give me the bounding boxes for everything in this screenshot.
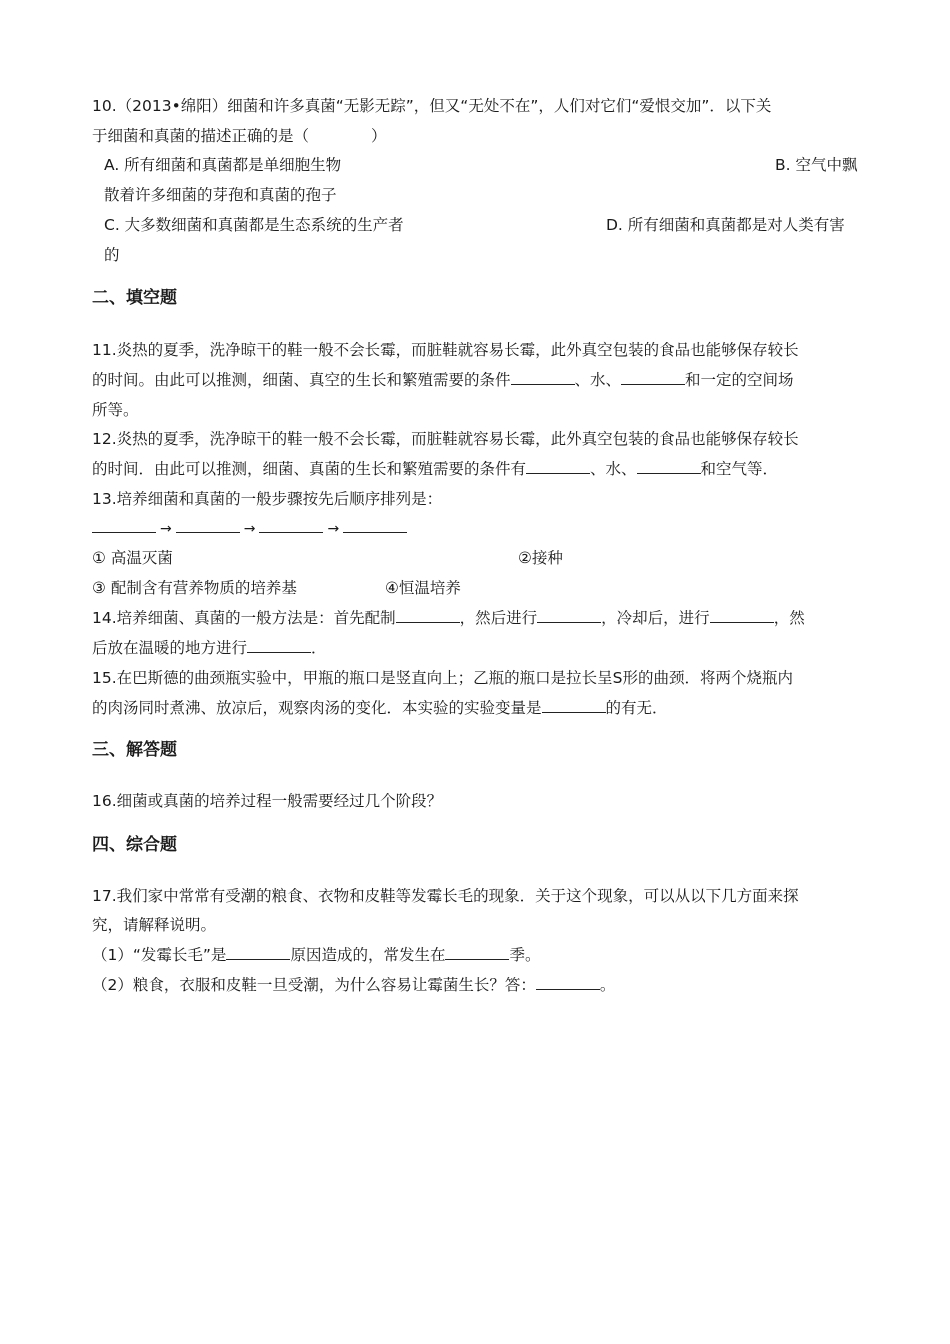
- q13-line1: 13.培养细菌和真菌的一般步骤按先后顺序排列是：: [92, 490, 443, 508]
- q10-option-a: A. 所有细菌和真菌都是单细胞生物: [104, 156, 342, 174]
- q13-blank-3[interactable]: [259, 518, 323, 533]
- q11-blank-2[interactable]: [621, 370, 685, 385]
- q13-step-4: ④恒温培养: [385, 579, 461, 597]
- q11-text-c: 和一定的空间场: [685, 371, 794, 389]
- q17-line1: 17.我们家中常常有受潮的粮食、衣物和皮鞋等发霉长毛的现象．关于这个现象，可以从以下几方面来探: [92, 887, 799, 905]
- q17-blank-3[interactable]: [536, 975, 600, 990]
- arrow-right-icon: →: [327, 521, 340, 537]
- q17-line2: 究，请解释说明。: [92, 916, 217, 934]
- q12-text-c: 和空气等．: [700, 460, 779, 478]
- q17-part1-text-c: 季。: [509, 946, 541, 964]
- q10-option-b-continued: 散着许多细菌的芽孢和真菌的孢子: [104, 186, 337, 204]
- q12-blank-2[interactable]: [637, 459, 701, 474]
- q10-option-b: B. 空气中飘: [775, 156, 858, 174]
- q17-part1-text-a: （1）“发霉长毛”是: [92, 946, 227, 964]
- arrow-right-icon: →: [160, 521, 172, 537]
- q12-line1: 12.炎热的夏季，洗净晾干的鞋一般不会长霉，而脏鞋就容易长霉，此外真空包装的食品也能够保存较长: [92, 430, 799, 448]
- q13-step-3: ③ 配制含有营养物质的培养基: [92, 579, 297, 597]
- q12-text-a: 的时间．由此可以推测，细菌、真菌的生长和繁殖需要的条件有: [92, 460, 527, 478]
- q15-text-b: 的有无．: [605, 699, 668, 717]
- q14-blank-1[interactable]: [396, 608, 460, 623]
- q13-blank-4[interactable]: [343, 518, 407, 533]
- q14-text-d: ，然: [773, 609, 805, 627]
- q17-part1: [92, 945, 540, 965]
- q17-blank-2[interactable]: [445, 945, 509, 960]
- q14-blank-4[interactable]: [247, 638, 311, 653]
- q17-part2-text-a: （2）粮食，衣服和皮鞋一旦受潮，为什么容易让霉菌生长？答：: [92, 976, 536, 994]
- q10-line1: 10.（2013•绵阳）细菌和许多真菌“无影无踪”，但又“无处不在”，人们对它们“爱恨交加”．以下关: [92, 97, 772, 115]
- q10-option-d-continued: 的: [104, 246, 120, 264]
- q14-blank-3[interactable]: [710, 608, 774, 623]
- q15-line1: 15.在巴斯德的曲颈瓶实验中，甲瓶的瓶口是竖直向上；乙瓶的瓶口是拉长呈S形的曲颈．将两个烧瓶内: [92, 669, 793, 687]
- q14-line1: [92, 608, 805, 628]
- q17-part2-text-b: 。: [599, 976, 616, 994]
- q13-step-1: ① 高温灭菌: [92, 549, 173, 567]
- section-heading-comprehensive: 四、综合题: [92, 835, 177, 855]
- q12-line2: [92, 459, 778, 479]
- q17-part1-text-b: 原因造成的，常发生在: [290, 946, 446, 964]
- q15-text-a: 的肉汤同时煮沸、放凉后，观察肉汤的变化．本实验的实验变量是: [92, 699, 542, 717]
- q13-blank-1[interactable]: [92, 518, 156, 533]
- q11-blank-1[interactable]: [511, 370, 575, 385]
- q14-text-c: ，冷却后，进行: [601, 609, 710, 627]
- q12-text-b: 、水、: [590, 460, 637, 478]
- q11-text-a: 的时间。由此可以推测，细菌、真空的生长和繁殖需要的条件: [92, 371, 511, 389]
- q13-sequence: [92, 518, 407, 539]
- q14-text-f: ．: [311, 639, 327, 657]
- q14-blank-2[interactable]: [537, 608, 601, 623]
- q15-blank-1[interactable]: [542, 698, 606, 713]
- q17-part2: [92, 975, 615, 995]
- q13-step-2: ②接种: [518, 549, 563, 567]
- section-heading-answer: 三、解答题: [92, 740, 177, 760]
- q10-option-c: C. 大多数细菌和真菌都是生态系统的生产者: [104, 216, 404, 234]
- q11-line1: 11.炎热的夏季，洗净晾干的鞋一般不会长霉，而脏鞋就容易长霉，此外真空包装的食品也能够保存较长: [92, 341, 799, 359]
- section-heading-fill-in: 二、填空题: [92, 288, 177, 308]
- q12-blank-1[interactable]: [526, 459, 590, 474]
- q14-text-e: 后放在温暖的地方进行: [92, 639, 248, 657]
- q10-line2: 于细菌和真菌的描述正确的是（ ）: [92, 127, 387, 145]
- q11-line3: 所等。: [92, 401, 139, 419]
- q15-line2: [92, 698, 668, 718]
- q14-text-a: 14.培养细菌、真菌的一般方法是：首先配制: [92, 609, 396, 627]
- q16-line1: 16.细菌或真菌的培养过程一般需要经过几个阶段？: [92, 792, 443, 810]
- q13-blank-2[interactable]: [176, 518, 240, 533]
- q10-option-d: D. 所有细菌和真菌都是对人类有害: [606, 216, 845, 234]
- q11-text-b: 、水、: [574, 371, 622, 389]
- q11-line2: [92, 370, 794, 390]
- q17-blank-1[interactable]: [226, 945, 290, 960]
- q14-line2: [92, 638, 327, 658]
- q14-text-b: ，然后进行: [459, 609, 538, 627]
- arrow-right-icon: →: [243, 521, 256, 537]
